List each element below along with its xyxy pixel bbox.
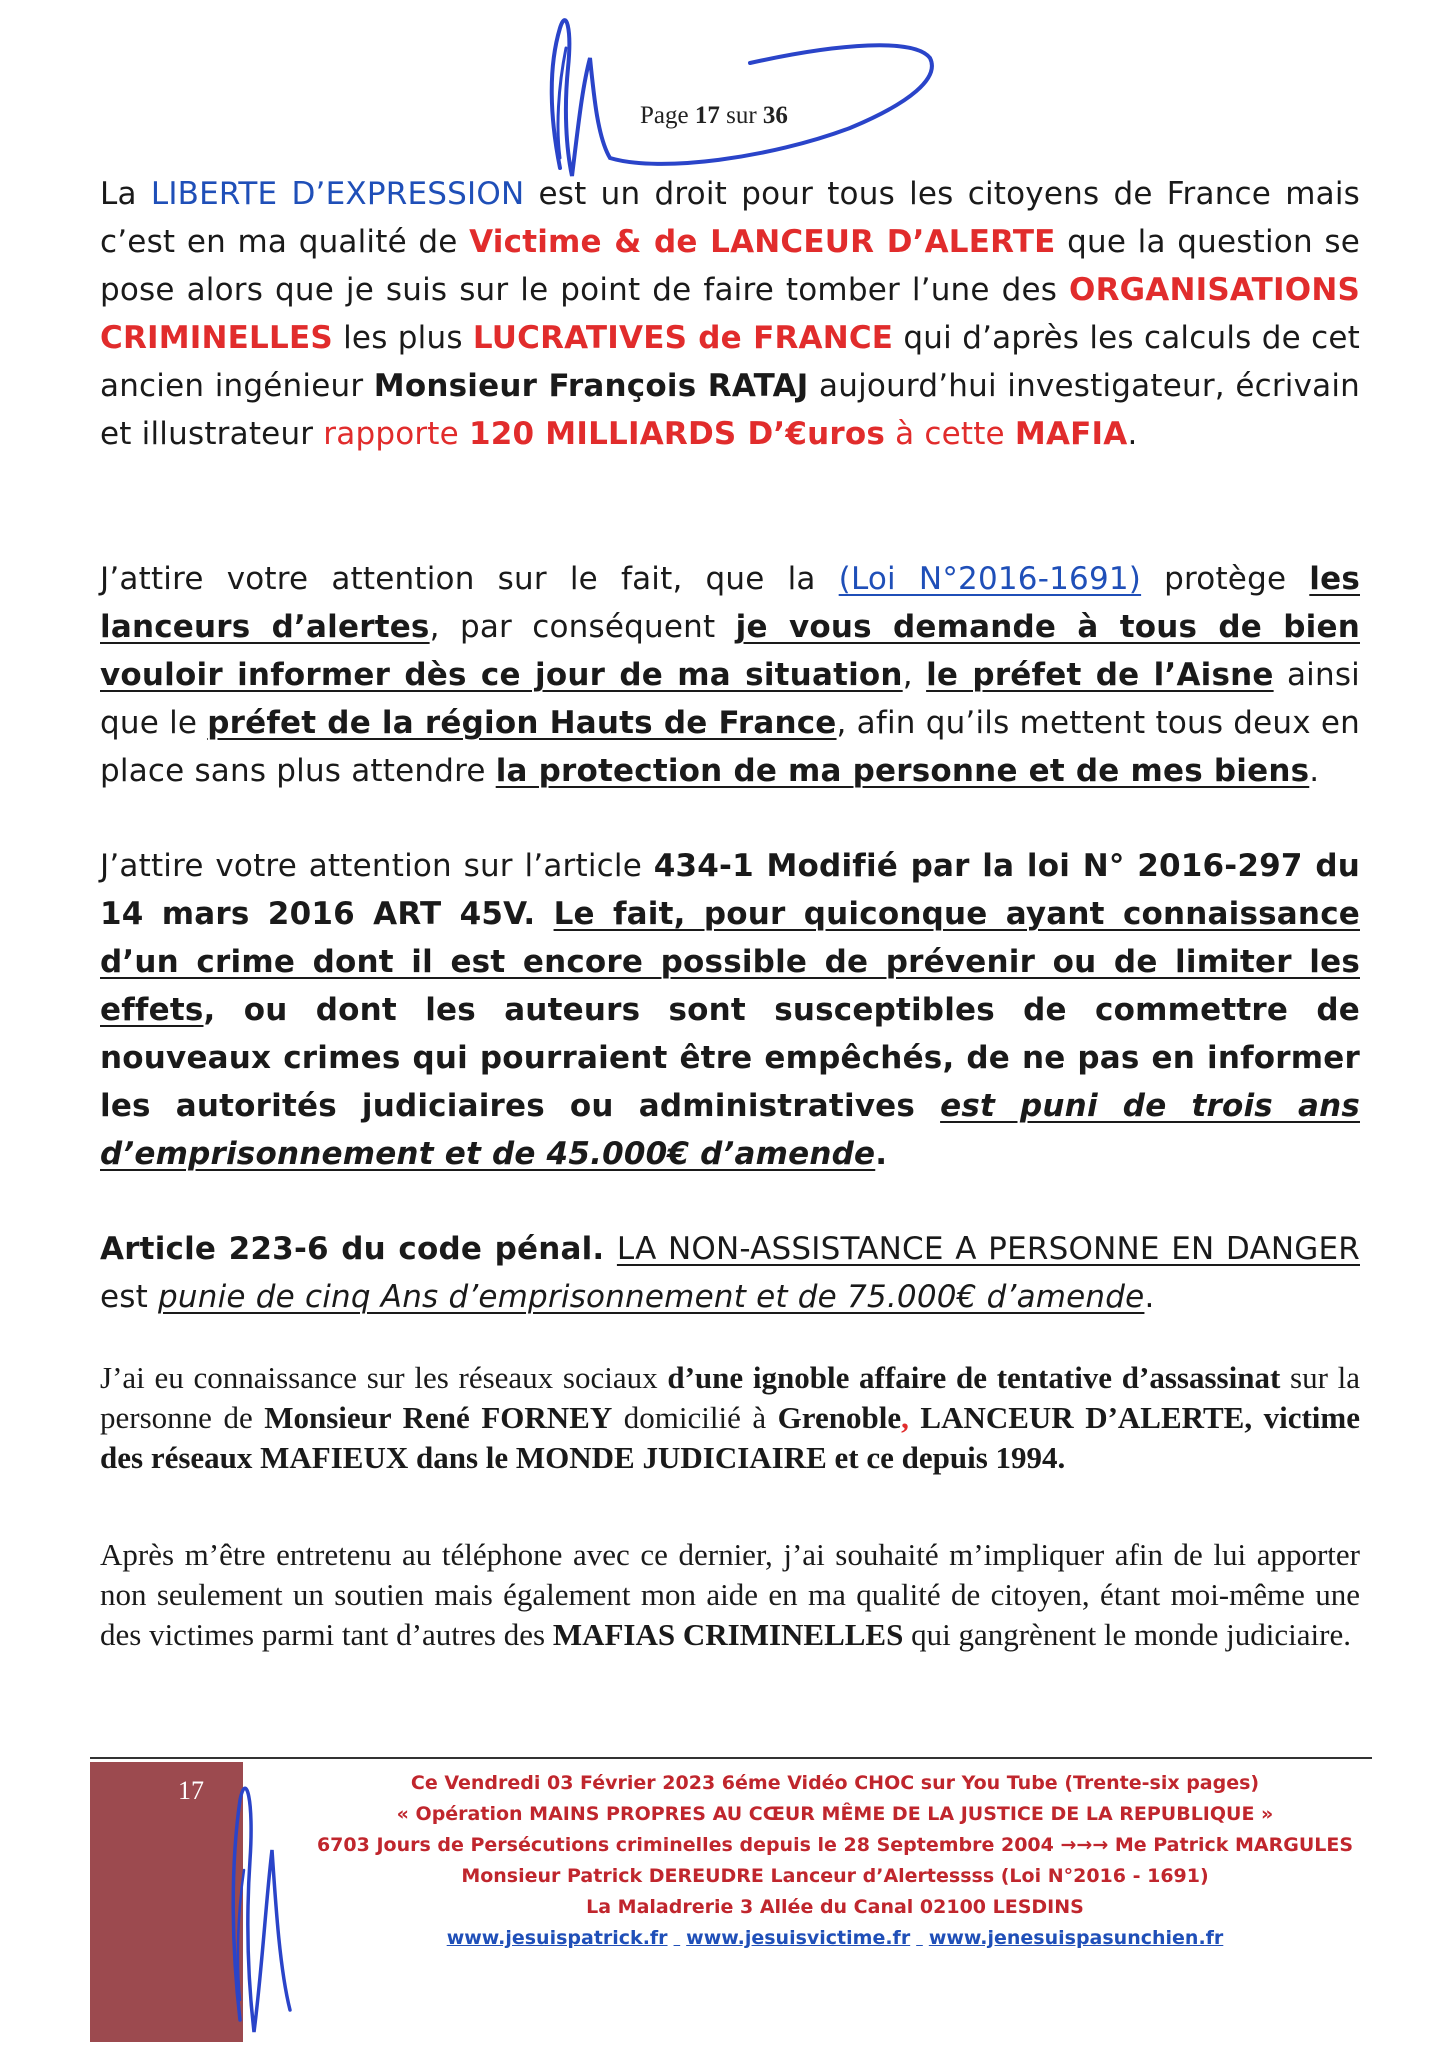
paragraph-article-434-1: J’attire votre attention sur l’article 434-1 Modifié par la loi N° 2016-297 du 14 mars 2016 ART 45V. Le fait, pour quiconque ayant connaissance d’un crime dont il est encore possible de prévenir ou de limiter les effets, ou dont les auteurs sont susceptibles de commettre de nouveaux crimes qui pourraient être empêchés, de ne pas en informer les autorités judiciaires ou administratives est puni de trois ans d’emprisonnement et de 45.000€ d’amende. [100, 848, 1360, 1172]
footer-page-badge: 17 [90, 1762, 243, 2042]
paragraph-rene-forney: J’ai eu connaissance sur les réseaux sociaux d’une ignoble affaire de tentative d’assassinat sur la personne de Monsieur René FORNEY domicilié à Grenoble, LANCEUR D’ALERTE, victime des réseaux MAFIEUX dans le MONDE JUDICIAIRE et ce depuis 1994. [100, 1360, 1361, 1475]
footer-text [300, 1768, 1370, 1954]
paragraph-whistleblower-law: J’attire votre attention sur le fait, que la (Loi N°2016-1691) protège les lanceurs d’alertes, par conséquent je vous demande à tous de bien vouloir informer dès ce jour de ma situation, le préfet de l’Aisne ainsi que le préfet de la région Hauts de France, afin qu’ils mettent tous deux en place sans plus attendre la protection de ma personne et de mes biens. [100, 561, 1361, 789]
signature-top-icon [520, 8, 950, 183]
footer-line-4: Monsieur Patrick DEREUDRE Lanceur d’Alertessss (Loi N°2016 - 1691) [461, 1865, 1209, 1887]
paragraph-freedom-of-expression: La LIBERTE D’EXPRESSION est un droit pour tous les citoyens de France mais c’est en ma qualité de Victime & de LANCEUR D’ALERTE que la question se pose alors que je suis sur le point de faire tomber l’une des ORGANISATIONS CRIMINELLES les plus LUCRATIVES de FRANCE qui d’après les calculs de cet ancien ingénieur Monsieur François RATAJ aujourd’hui investigateur, écrivain et illustrateur rapporte 120 MILLIARDS D’€uros à cette MAFIA. [100, 176, 1361, 452]
footer-line-5: La Maladrerie 3 Allée du Canal 02100 LESDINS [586, 1896, 1084, 1918]
footer-line-2: « Opération MAINS PROPRES AU CŒUR MÊME DE LA JUSTICE DE LA REPUBLIQUE » [396, 1803, 1274, 1825]
footer-divider [90, 1757, 1372, 1759]
paragraph-article-223-6: Article 223-6 du code pénal. LA NON-ASSISTANCE A PERSONNE EN DANGER est punie de cinq Ans d’emprisonnement et de 75.000€ d’amende. [100, 1231, 1360, 1315]
page-number: Page 17 sur 36 [640, 102, 788, 129]
signature-bottom-icon [210, 1770, 300, 2040]
footer-links [300, 1923, 1370, 1954]
paragraph-phone-call: Après m’être entretenu au téléphone avec ce dernier, j’ai souhaité m’impliquer afin de lui apporter non seulement un soutien mais également mon aide en ma qualité de citoyen, étant moi-même une des victimes parmi tant d’autres des MAFIAS CRIMINELLES qui gangrènent le monde judiciaire. [100, 1537, 1360, 1652]
link-jesuisvictime[interactable]: www.jesuisvictime.fr [686, 1927, 911, 1949]
footer-line-1: Ce Vendredi 03 Février 2023 6éme Vidéo CHOC sur You Tube (Trente-six pages) [410, 1772, 1260, 1794]
link-jenesuispasunchien[interactable]: www.jenesuispasunchien.fr [928, 1927, 1224, 1949]
link-jesuispatrick[interactable]: www.jesuispatrick.fr [446, 1927, 668, 1949]
footer-line-3: 6703 Jours de Persécutions criminelles depuis le 28 Septembre 2004 →→→ Me Patrick MARGULES [316, 1834, 1354, 1856]
